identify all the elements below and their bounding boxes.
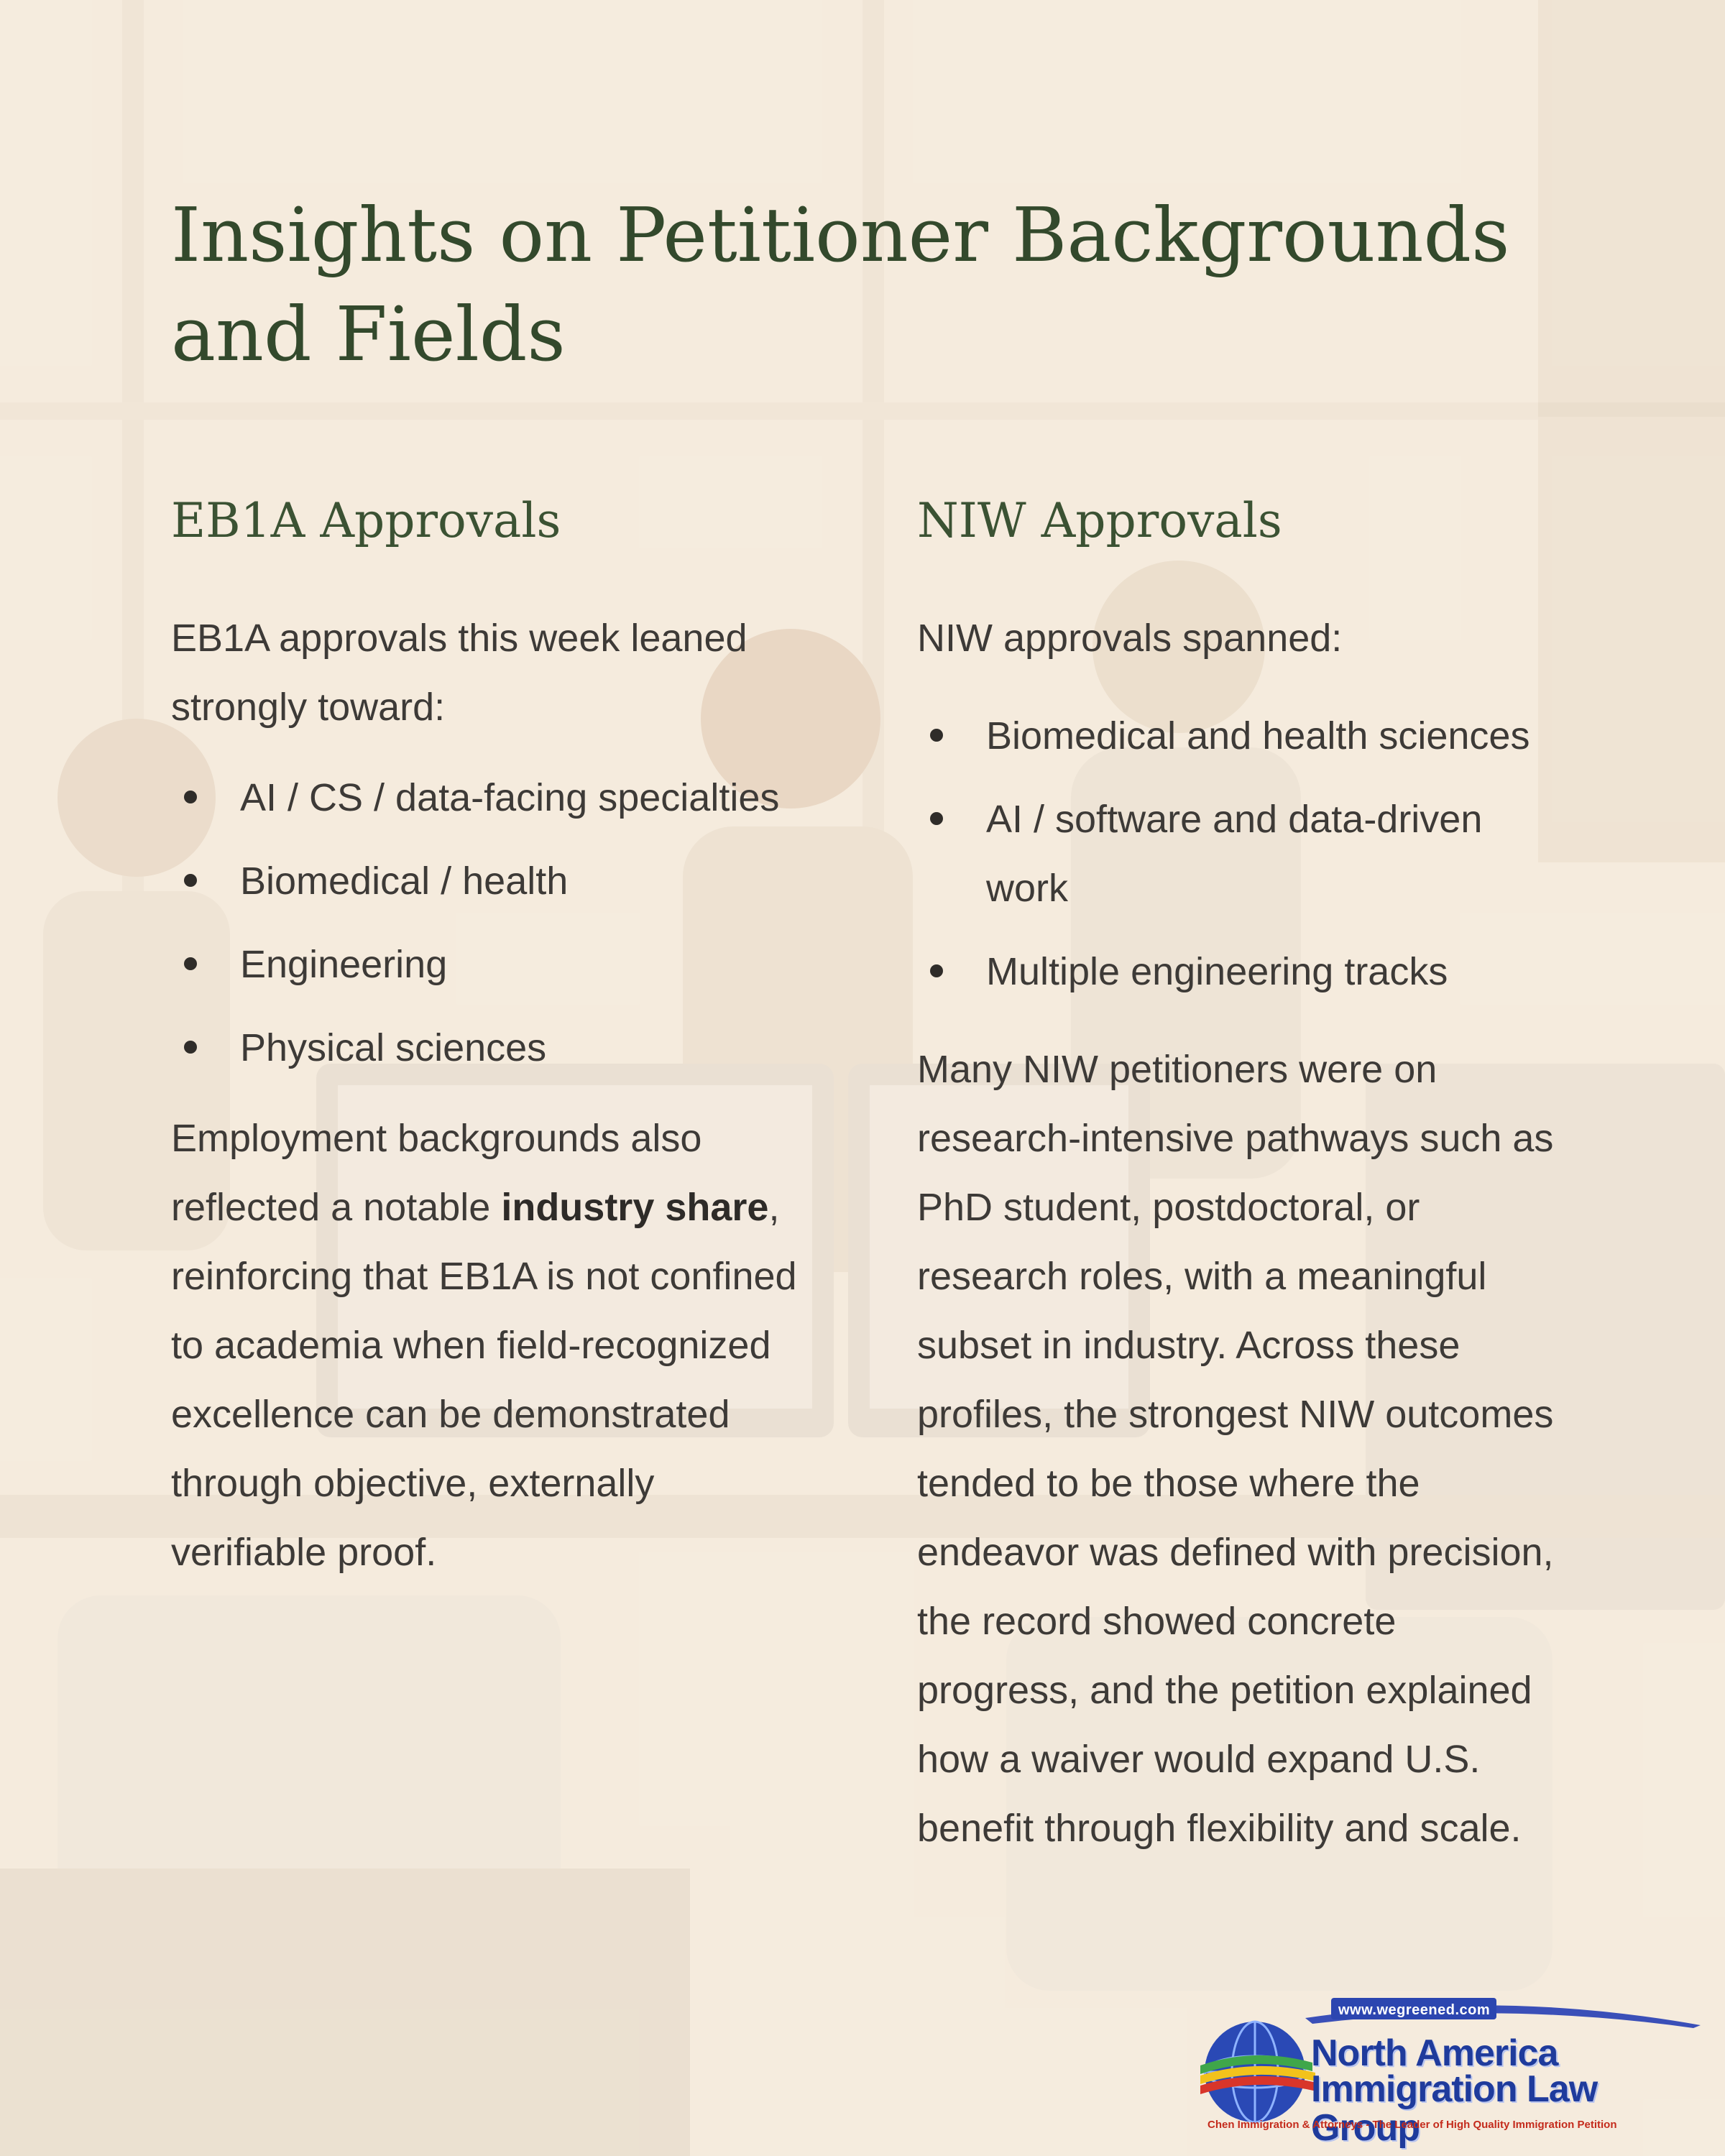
list-item: Multiple engineering tracks — [917, 937, 1564, 1006]
bullet-icon — [184, 1041, 197, 1054]
logo-url: www.wegreened.com — [1338, 2002, 1491, 2018]
bullet-icon — [930, 964, 943, 977]
page-title: Insights on Petitioner Backgrounds and Fields — [171, 191, 1510, 378]
niw-body-paragraph: Many NIW petitioners were on research-intensive pathways such as PhD student, postdoctoral, or research roles, with a meaningful subset in industry. Across these profiles, the strongest NIW outcomes tended to be those where the endeavor was defined with precision, the record showed concrete progress, and the petition explained how a waiver would expand U.S. benefit through flexibility and scale. — [917, 1048, 1554, 1850]
firm-logo — [1197, 1996, 1712, 2149]
eb1a-heading: EB1A Approvals — [171, 493, 561, 548]
eb1a-section — [171, 489, 818, 1587]
bullet-icon — [930, 729, 943, 742]
bullet-icon — [184, 874, 197, 887]
niw-heading: NIW Approvals — [917, 493, 1282, 548]
bullet-icon — [184, 957, 197, 970]
list-item: Biomedical / health — [171, 847, 818, 916]
eb1a-employment-paragraph: Employment backgrounds also reflected a notable industry share, reinforcing that EB1A is not confined to academia when field-recognized excellence can be demonstrated through objective, externally verifiable proof. — [171, 1117, 797, 1574]
niw-intro: NIW approvals spanned: — [917, 617, 1343, 660]
eb1a-intro: EB1A approvals this week leaned strongly toward: — [171, 617, 748, 729]
bullet-icon — [184, 791, 197, 803]
list-item: AI / software and data-driven work — [917, 785, 1564, 923]
eb1a-field-list — [171, 763, 818, 1082]
list-item: Physical sciences — [171, 1013, 818, 1082]
bullet-icon — [930, 812, 943, 825]
logo-tagline: Chen Immigration & Attorneys - The Leader of High Quality Immigration Petition — [1208, 2119, 1617, 2131]
industry-share-emphasis: industry share — [501, 1186, 769, 1229]
niw-field-list — [917, 701, 1564, 1006]
list-item: AI / CS / data-facing specialties — [171, 763, 818, 832]
list-item: Biomedical and health sciences — [917, 701, 1564, 770]
list-item: Engineering — [171, 930, 818, 999]
logo-name-line1: North America — [1311, 2032, 1558, 2074]
logo-name-line2: Immigration Law Group — [1311, 2068, 1598, 2149]
niw-section — [917, 489, 1564, 1863]
